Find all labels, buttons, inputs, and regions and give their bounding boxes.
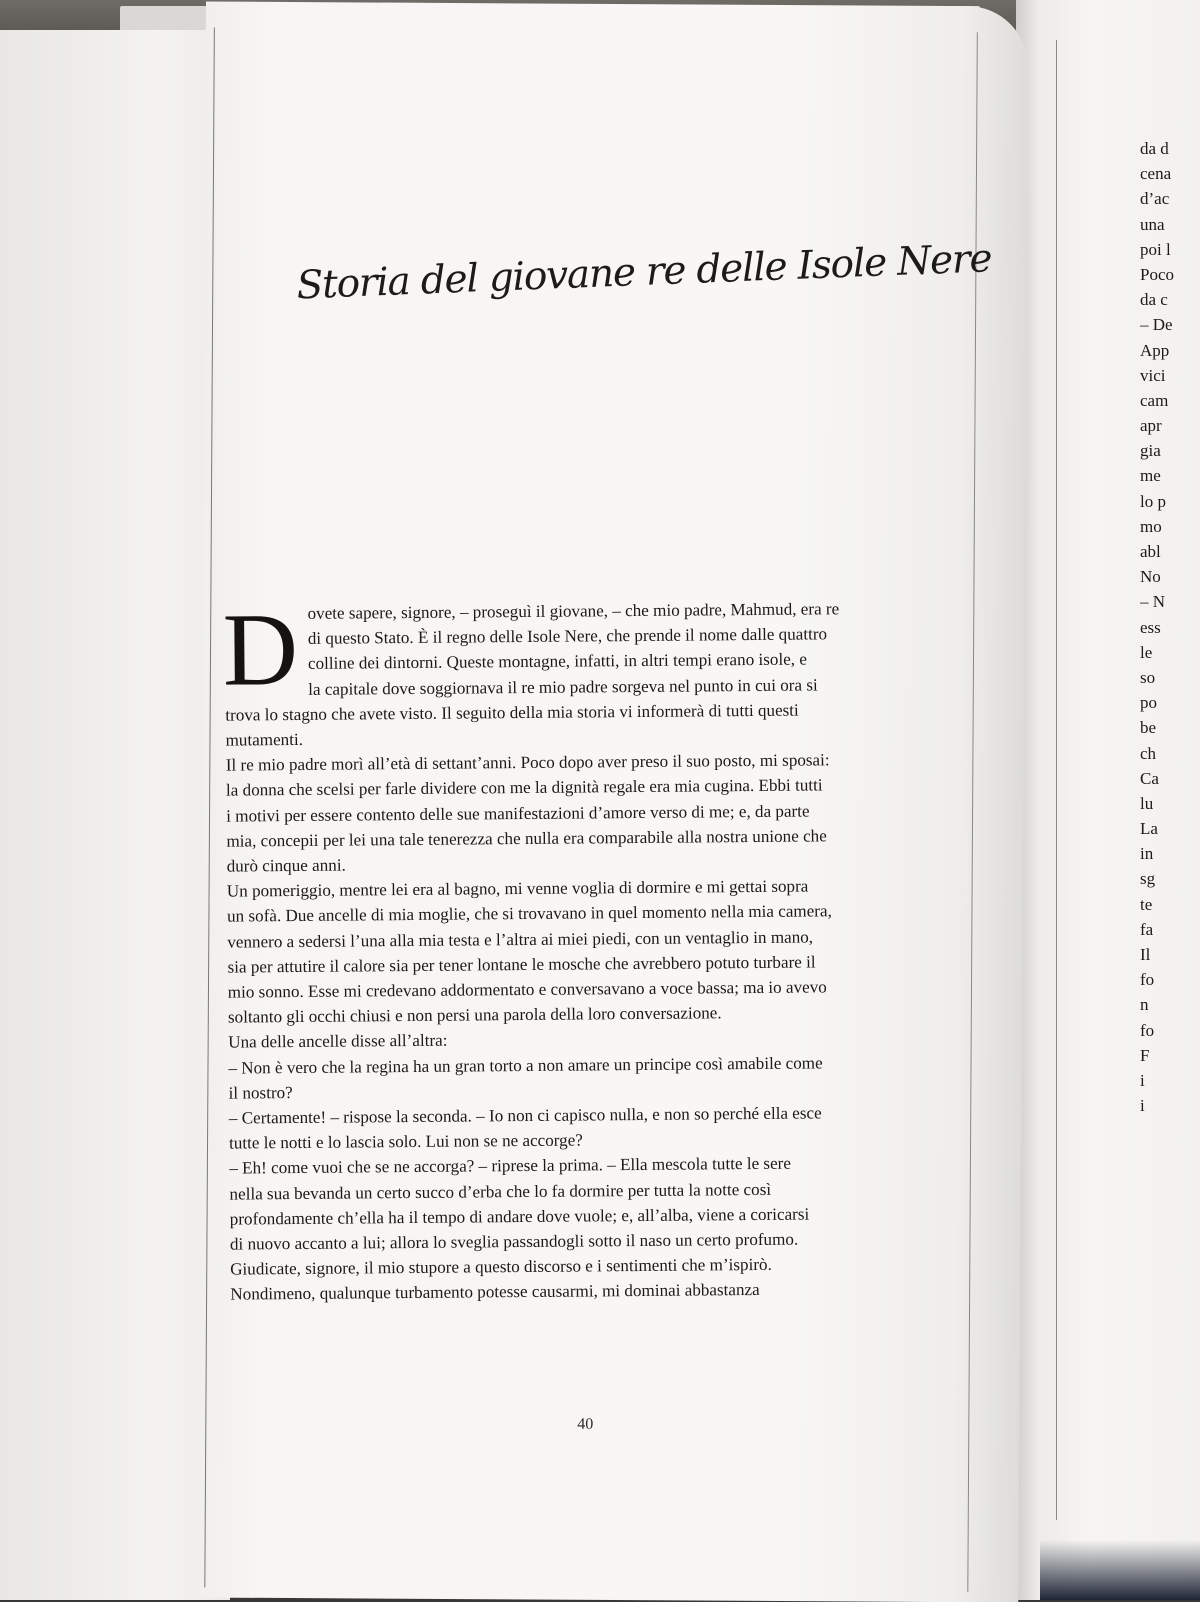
right-page-line: ch [1140,743,1157,763]
right-page-line: cena [1140,164,1172,184]
right-page-line: vici [1140,365,1166,385]
text-line: mutamenti. [225,729,304,750]
right-page-line: lu [1140,793,1154,813]
page-number: 40 [577,1415,594,1433]
left-page [0,30,230,1600]
right-page-line: lo p [1140,491,1166,511]
right-page-line: – N [1140,592,1166,612]
body-lines [225,696,970,1307]
text-line: ovete sapere, signore, – proseguì il giovane, – che mio padre, Mahmud, era re [307,599,840,623]
text-line: Il re mio padre morì all’età di settant’anni. Poco dopo aver preso il suo posto, mi sposai: [225,750,830,775]
right-page-line: mo [1140,516,1162,536]
right-page-text [1140,136,1200,1118]
text-line: colline dei dintorni. Queste montagne, infatti, in altri tempi erano isole, e [307,649,807,674]
right-page-line: sg [1140,869,1156,889]
right-page-line: poi l [1140,239,1171,259]
right-page-line: te [1140,894,1153,914]
right-page-line: i [1140,1070,1145,1090]
text-line: un sofà. Due ancelle di mia moglie, che si trovavano in quel momento nella mia camera, [227,901,832,927]
right-page-line: F [1140,1045,1150,1065]
right-page-line: apr [1140,416,1162,436]
right-page-line: n [1140,995,1149,1015]
text-line: – Eh! come vuoi che se ne accorga? – riprese la prima. – Ella mescola tutte le sere [229,1154,791,1179]
text-line: Giudicate, signore, il mio stupore a questo discorso e i sentimenti che m’ispirò. [230,1255,772,1279]
right-page-line: Il [1140,945,1151,964]
right-page-line: fo [1140,970,1155,990]
right-page-line: La [1140,819,1158,839]
right-page-line: fa [1140,919,1154,939]
page-rule-left [204,28,215,1588]
text-line: durò cinque anni. [226,855,346,876]
text-line: Una delle ancelle disse all’altra: [228,1031,448,1053]
right-page-rule [1056,40,1057,1520]
right-page-line: in [1140,844,1154,864]
main-page [196,1,1028,1602]
text-line: Un pomeriggio, mentre lei era al bagno, mi venne voglia di dormire e mi gettai sopra [226,876,809,901]
right-page-line: abl [1140,542,1161,561]
first-paragraph [222,591,965,708]
right-page-line: No [1140,567,1161,587]
bottom-shadow [1040,1540,1200,1600]
text-line: i motivi per essere contento delle sue manifestazioni d’amore verso di me; e, da parte [226,801,810,826]
text-line: di questo Stato. È il regno delle Isole Nere, che prende il nome dalle quattro [307,624,828,649]
text-line: vennero a sedersi l’una alla mia testa e l’altra ai miei piedi, con un ventaglio in mano, [227,927,814,952]
right-page-line: so [1140,667,1156,687]
drop-cap: D [222,591,299,708]
text-line: il nostro? [228,1082,293,1103]
right-page-line: fo [1140,1020,1155,1040]
text-line: soltanto gli occhi chiusi e non persi una parola della loro conversazione. [227,1003,722,1027]
right-page-line: i [1140,1096,1145,1116]
text-line: tutte le notti e lo lascia solo. Lui non se ne accorge? [228,1130,583,1153]
right-page-line: me [1140,466,1161,486]
right-page-line: po [1140,693,1157,713]
text-line: la capitale dove soggiornava il re mio padre sorgeva nel punto in cui ora si [308,675,818,699]
text-line: mia, concepii per lei una tale tenerezza che nulla era comparabile alla nostra unione che [226,826,827,851]
text-line: profondamente ch’ella ha il tempo di andare dove vuole; e, all’alba, viene a coricarsi [229,1204,810,1229]
right-page-line: d’ac [1140,189,1170,209]
body-text [222,591,970,1307]
right-page-line: ess [1140,617,1161,637]
right-page-line: gia [1140,441,1161,461]
right-page-line: Poco [1140,264,1174,284]
chapter-title: Storia del giovane re delle Isole Nere [295,236,993,309]
text-line: – Non è vero che la regina ha un gran torto a non amare un principe così amabile come [228,1053,823,1078]
text-line: nella sua bevanda un certo succo d’erba che lo fa dormire per tutta la notte così [229,1179,772,1204]
text-line: – Certamente! – rispose la seconda. – Io non ci capisco nulla, e non so perché ella esce [228,1103,822,1128]
right-page-line: le [1140,642,1153,662]
text-line: mio sonno. Esse mi credevano addormentato e conversavano a voce bassa; ma io avevo [227,977,827,1002]
right-page-line: be [1140,718,1157,738]
text-line: trova lo stagno che avete visto. Il seguito della mia storia vi informerà di tutti questi [225,700,799,725]
text-line: Nondimeno, qualunque turbamento potesse causarmi, mi dominai abbastanza [230,1280,760,1305]
right-page-line: da c [1140,290,1168,310]
right-page-line: Ca [1140,768,1159,788]
right-page-line: una [1140,214,1165,234]
right-page-line: cam [1140,390,1169,410]
text-line: sia per attutire il calore sia per tener lontane le mosche che avrebbero potuto turbare il [227,952,816,977]
text-line: la donna che scelsi per farle dividere con me la dignità regale era mia cugina. Ebbi tutti [225,775,823,801]
text-line: di nuovo accanto a lui; allora lo sveglia passandogli sotto il naso un certo profumo. [229,1229,799,1254]
right-page-line: – De [1140,315,1173,335]
right-page-line: App [1140,340,1170,360]
right-page-line: da d [1140,139,1169,158]
